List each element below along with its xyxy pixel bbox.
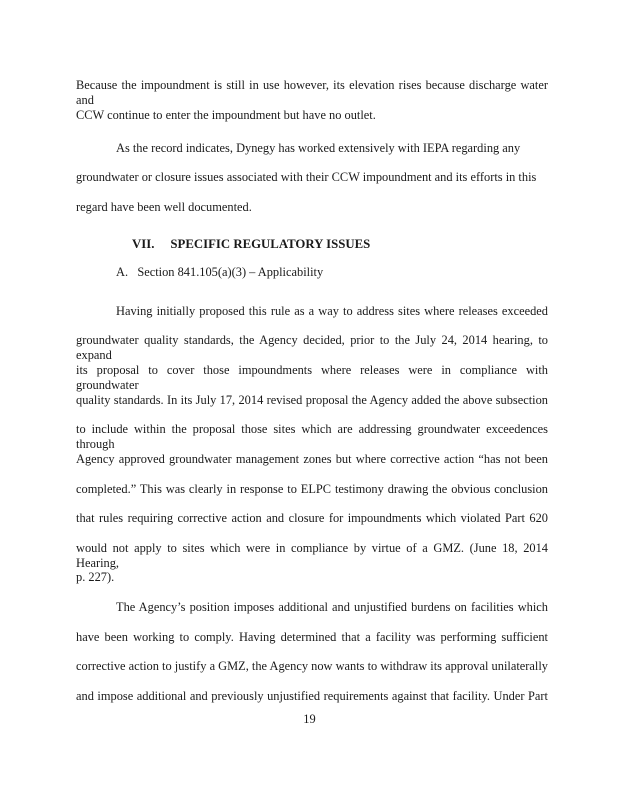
body-line: Having initially proposed this rule as a way to address sites where releases exceeded xyxy=(116,304,548,318)
body-line: that rules requiring corrective action and closure for impoundments which violated Part 620 xyxy=(76,511,548,525)
body-line: its proposal to cover those impoundments where releases were in compliance with groundwater xyxy=(76,363,548,392)
body-line: would not apply to sites which were in compliance by virtue of a GMZ. (June 18, 2014 Hearing, xyxy=(76,541,548,570)
body-line: Because the impoundment is still in use however, its elevation rises because discharge water and xyxy=(76,78,548,107)
body-line: As the record indicates, Dynegy has worked extensively with IEPA regarding any xyxy=(116,141,521,155)
body-line: completed.” This was clearly in response to ELPC testimony drawing the obvious conclusion xyxy=(76,482,548,496)
body-line: corrective action to justify a GMZ, the Agency now wants to withdraw its approval unilaterally xyxy=(76,659,548,673)
body-line: p. 227). xyxy=(76,570,115,584)
body-line: have been working to comply. Having determined that a facility was performing sufficient xyxy=(76,630,548,644)
page-number: 19 xyxy=(303,712,316,726)
body-line: groundwater quality standards, the Agency decided, prior to the July 24, 2014 hearing, to expand xyxy=(76,333,548,362)
body-line: groundwater or closure issues associated with their CCW impoundment and its efforts in this xyxy=(76,170,537,184)
body-line: regard have been well documented. xyxy=(76,200,252,214)
section-heading: VII. SPECIFIC REGULATORY ISSUES xyxy=(132,237,371,251)
subsection-heading: A. Section 841.105(a)(3) – Applicability xyxy=(116,265,324,279)
body-line: and impose additional and previously unjustified requirements against that facility. Under Part xyxy=(76,689,548,703)
body-line: to include within the proposal those sites which are addressing groundwater exceedences through xyxy=(76,422,548,451)
body-line: Agency approved groundwater management zones but where corrective action “has not been xyxy=(76,452,548,466)
body-line: quality standards. In its July 17, 2014 revised proposal the Agency added the above subsection xyxy=(76,393,548,407)
body-line: The Agency’s position imposes additional and unjustified burdens on facilities which xyxy=(116,600,548,614)
body-line: CCW continue to enter the impoundment but have no outlet. xyxy=(76,108,376,122)
